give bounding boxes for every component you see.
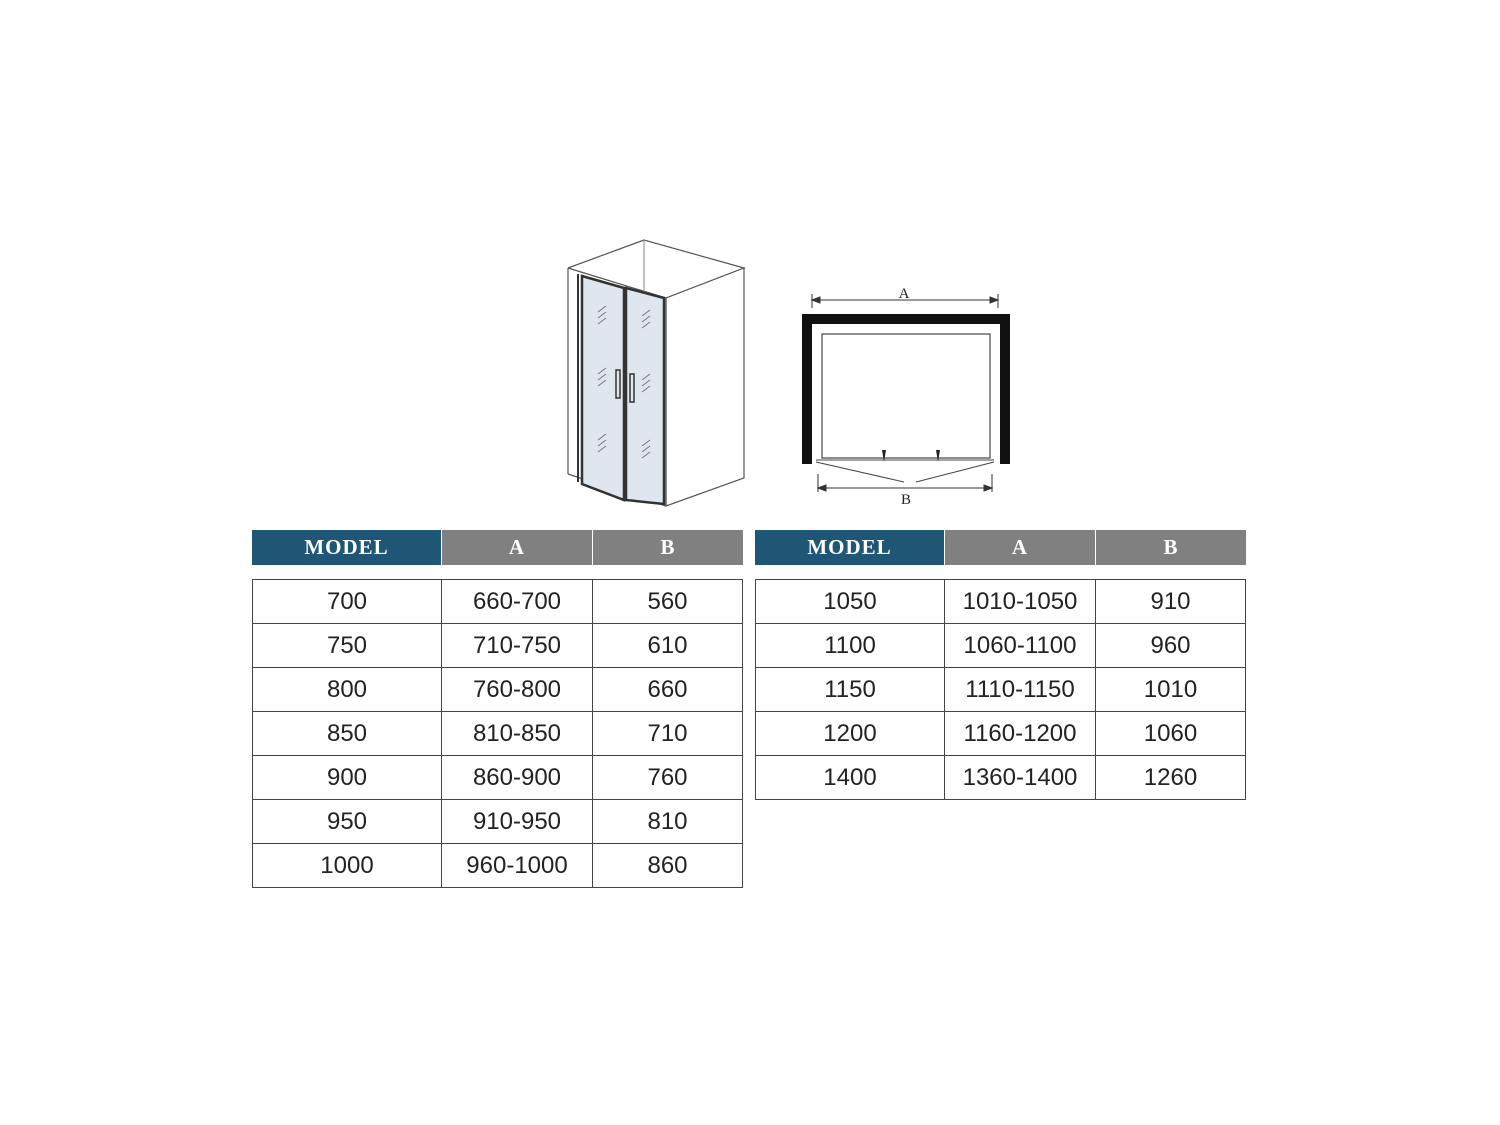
cell-b: 810 (592, 800, 743, 843)
cell-b: 610 (592, 624, 743, 667)
table-row (252, 756, 743, 800)
cell-b: 660 (592, 668, 743, 711)
cell-model: 950 (252, 800, 441, 843)
cell-model: 700 (252, 580, 441, 623)
header-model: MODEL (755, 530, 944, 565)
size-table-left (252, 530, 743, 888)
cell-a: 1110-1150 (944, 668, 1095, 711)
cell-model: 750 (252, 624, 441, 667)
table-row (755, 668, 1246, 712)
table-row (755, 624, 1246, 668)
header-b: B (1095, 530, 1246, 565)
cell-b: 910 (1095, 580, 1246, 623)
table-row (252, 844, 743, 888)
cell-a: 960-1000 (441, 844, 592, 887)
cell-b: 960 (1095, 624, 1246, 667)
table-row (252, 712, 743, 756)
cell-b: 860 (592, 844, 743, 887)
header-a: A (441, 530, 592, 565)
header-b: B (592, 530, 743, 565)
cell-b: 710 (592, 712, 743, 755)
cell-a: 810-850 (441, 712, 592, 755)
cell-b: 1060 (1095, 712, 1246, 755)
shower-enclosure-illustration (560, 236, 750, 511)
table-row (755, 756, 1246, 800)
table-header (755, 530, 1246, 565)
plan-view-diagram (798, 282, 1018, 508)
dimension-b-label: B (900, 492, 912, 508)
table-row (252, 800, 743, 844)
cell-b: 760 (592, 756, 743, 799)
cell-model: 1400 (755, 756, 944, 799)
cell-model: 850 (252, 712, 441, 755)
table-body (755, 579, 1246, 800)
cell-b: 1010 (1095, 668, 1246, 711)
header-model: MODEL (252, 530, 441, 565)
dimension-a-label: A (898, 286, 910, 302)
cell-a: 910-950 (441, 800, 592, 843)
table-row (755, 712, 1246, 756)
cell-model: 800 (252, 668, 441, 711)
cell-b: 560 (592, 580, 743, 623)
cell-b: 1260 (1095, 756, 1246, 799)
cell-model: 900 (252, 756, 441, 799)
cell-model: 1100 (755, 624, 944, 667)
cell-model: 1200 (755, 712, 944, 755)
table-row (252, 668, 743, 712)
table-row (755, 580, 1246, 624)
cell-model: 1150 (755, 668, 944, 711)
size-table-right (755, 530, 1246, 800)
table-header (252, 530, 743, 565)
cell-a: 760-800 (441, 668, 592, 711)
cell-a: 1360-1400 (944, 756, 1095, 799)
cell-a: 1010-1050 (944, 580, 1095, 623)
glass-doors (578, 274, 664, 504)
header-a: A (944, 530, 1095, 565)
cell-a: 1160-1200 (944, 712, 1095, 755)
cell-a: 660-700 (441, 580, 592, 623)
table-row (252, 580, 743, 624)
cell-model: 1000 (252, 844, 441, 887)
cell-a: 860-900 (441, 756, 592, 799)
cell-a: 1060-1100 (944, 624, 1095, 667)
enclosure-walls (802, 314, 1010, 464)
table-row (252, 624, 743, 668)
cell-model: 1050 (755, 580, 944, 623)
table-body (252, 579, 743, 888)
cell-a: 710-750 (441, 624, 592, 667)
